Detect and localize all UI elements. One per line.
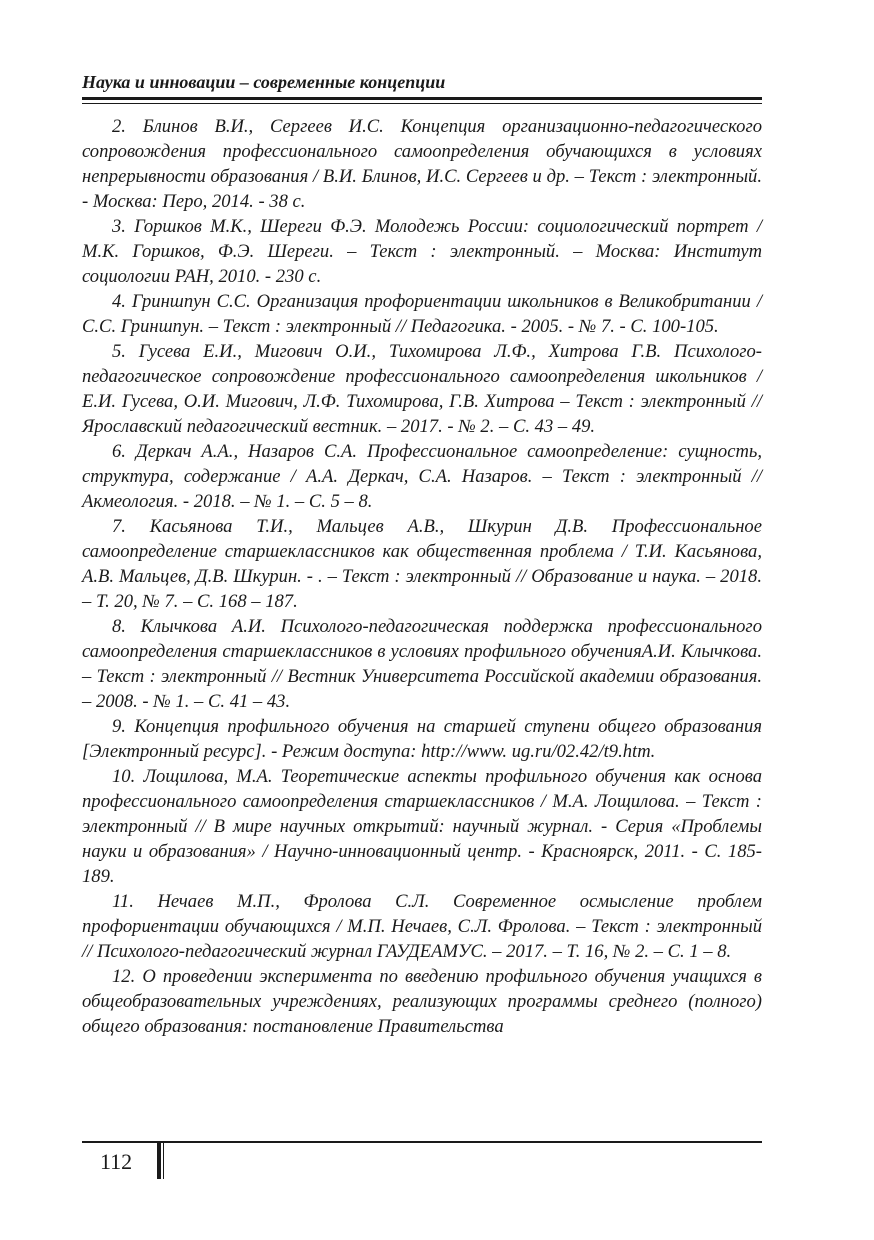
page-number: 112 — [100, 1149, 133, 1174]
reference-item-4: 4. Гриншпун С.С. Организация профориентации школьников в Великобритании / С.С. Гриншпун. – Текст : электронный // Педагогика. - 2005. - № 7. - С. 100-105. — [82, 291, 762, 337]
header-rule-thick — [82, 97, 762, 100]
reference-item-10: 10. Лощилова, М.А. Теоретические аспекты профильного обучения как основа профессионального самоопределения старшеклассников / М.А. Лощилова. – Текст : электронный // В мире научных открытий: научный журнал. - Серия «Проблемы науки и образования» / Научно-инновационный центр. - Красноярск, 2011. - С. 185-189. — [82, 766, 762, 887]
footer-bar-thin — [163, 1143, 164, 1179]
footer-rule — [82, 1141, 762, 1143]
reference-item-8: 8. Клычкова А.И. Психолого-педагогическая поддержка профессионального самоопределения старшеклассников в условиях профильного обученияА.И. Клычкова. – Текст : электронный // Вестник Университета Российской академии образования. – 2008. - № 1. – С. 41 – 43. — [82, 616, 762, 712]
reference-item-5: 5. Гусева Е.И., Мигович О.И., Тихомирова Л.Ф., Хитрова Г.В. Психолого-педагогическое сопровождение профессионального самоопределения школьников / Е.И. Гусева, О.И. Мигович, Л.Ф. Тихомирова, Г.В. Хитрова – Текст : электронный // Ярославский педагогический вестник. – 2017. - № 2. – С. 43 – 49. — [82, 341, 762, 437]
reference-item-9: 9. Концепция профильного обучения на старшей ступени общего образования [Электронный ресурс]. - Режим доступа: http://www. ug.ru/02.42/t9.htm. — [82, 716, 762, 762]
reference-item-7: 7. Касьянова Т.И., Мальцев А.В., Шкурин Д.В. Профессиональное самоопределение старшеклассников как общественная проблема / Т.И. Касьянова, А.В. Мальцев, Д.В. Шкурин. - . – Текст : электронный // Образование и наука. – 2018. – Т. 20, № 7. – С. 168 – 187. — [82, 516, 762, 612]
running-header: Наука и инновации – современные концепции — [82, 72, 446, 92]
reference-list — [82, 114, 762, 1039]
reference-item-6: 6. Деркач А.А., Назаров С.А. Профессиональное самоопределение: сущность, структура, содержание / А.А. Деркач, С.А. Назаров. – Текст : электронный // Акмеология. - 2018. – № 1. – С. 5 – 8. — [82, 441, 762, 512]
header-rule-thin — [82, 103, 762, 104]
reference-item-12: 12. О проведении эксперимента по введению профильного обучения учащихся в общеобразовательных учреждениях, реализующих программы среднего (полного) общего образования: постановление Правительства — [82, 966, 762, 1037]
reference-item-11: 11. Нечаев М.П., Фролова С.Л. Современное осмысление проблем профориентации обучающихся / М.П. Нечаев, С.Л. Фролова. – Текст : электронный // Психолого-педагогический журнал ГАУДЕАМУС. – 2017. – Т. 16, № 2. – С. 1 – 8. — [82, 891, 762, 962]
footer-bar-thick — [157, 1143, 161, 1179]
reference-item-3: 3. Горшков М.К., Шереги Ф.Э. Молодежь России: социологический портрет / М.К. Горшков, Ф.Э. Шереги. – Текст : электронный. – Москва: Институт социологии РАН, 2010. - 230 с. — [82, 216, 762, 287]
reference-item-2: 2. Блинов В.И., Сергеев И.С. Концепция организационно-педагогического сопровождения профессионального самоопределения обучающихся в условиях непрерывности образования / В.И. Блинов, И.С. Сергеев и др. – Текст : электронный. - Москва: Перо, 2014. - 38 с. — [82, 116, 762, 212]
